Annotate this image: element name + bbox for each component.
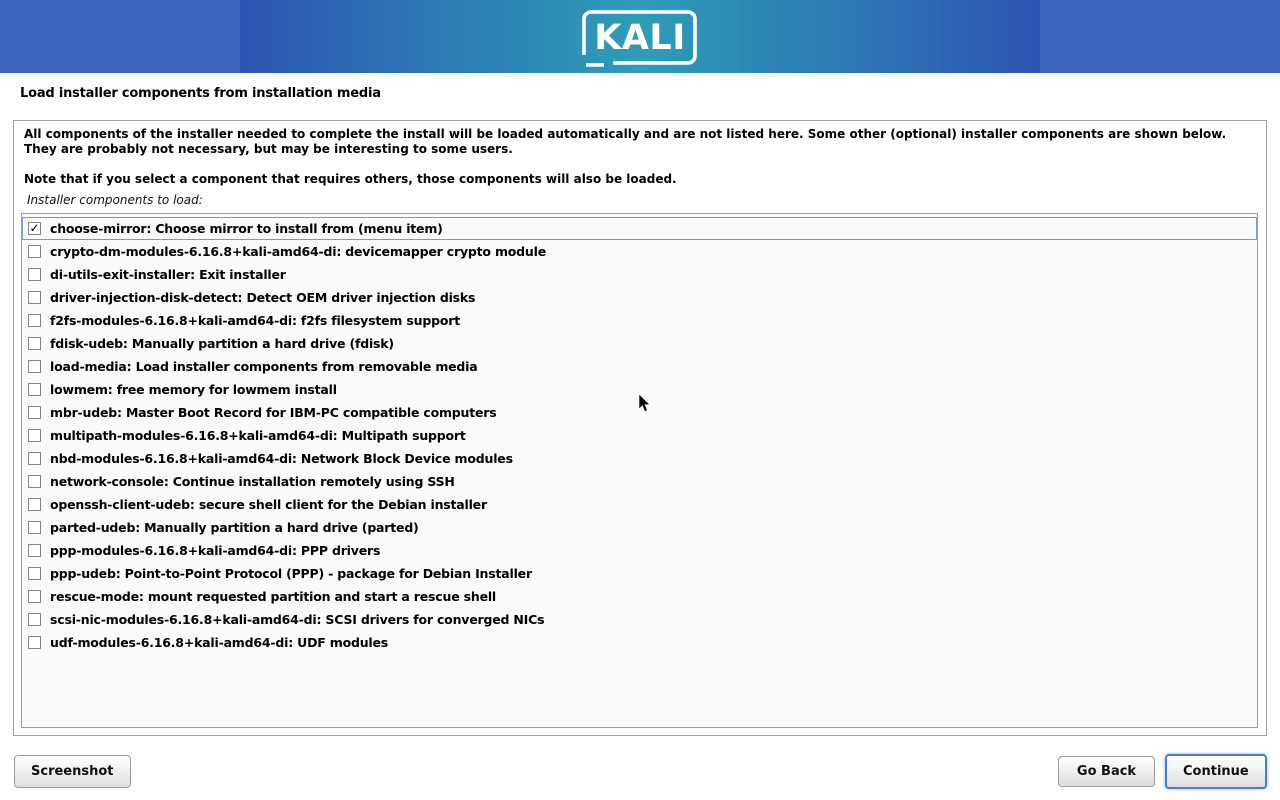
component-label: choose-mirror: Choose mirror to install from (menu item) — [50, 221, 443, 236]
page-title: Load installer components from installation media — [20, 86, 381, 101]
component-checkbox[interactable]: ✓ — [29, 221, 40, 235]
component-label: lowmem: free memory for lowmem install — [50, 382, 337, 397]
component-label: scsi-nic-modules-6.16.8+kali-amd64-di: SCSI drivers for converged NICs — [50, 612, 545, 627]
component-label: openssh-client-udeb: secure shell client for the Debian installer — [50, 497, 487, 512]
component-row[interactable] — [22, 447, 1257, 470]
component-checkbox[interactable] — [28, 636, 41, 649]
component-row[interactable] — [22, 516, 1257, 539]
component-checkbox[interactable] — [28, 452, 41, 465]
component-row[interactable] — [22, 378, 1257, 401]
component-row[interactable] — [22, 332, 1257, 355]
component-row[interactable] — [22, 608, 1257, 631]
component-row[interactable] — [22, 217, 1257, 240]
component-checkbox[interactable] — [28, 498, 41, 511]
component-row[interactable] — [22, 355, 1257, 378]
component-row[interactable] — [22, 470, 1257, 493]
kali-logo-text: KALI — [594, 17, 686, 58]
go-back-button[interactable]: Go Back — [1058, 756, 1155, 787]
component-label: multipath-modules-6.16.8+kali-amd64-di: Multipath support — [50, 428, 466, 443]
component-checkbox[interactable] — [28, 590, 41, 603]
component-label: fdisk-udeb: Manually partition a hard drive (fdisk) — [50, 336, 394, 351]
continue-button[interactable]: Continue — [1165, 754, 1267, 789]
component-label: ppp-udeb: Point-to-Point Protocol (PPP) - package for Debian Installer — [50, 566, 532, 581]
component-row[interactable] — [22, 424, 1257, 447]
component-checkbox[interactable] — [28, 613, 41, 626]
intro-line-2: They are probably not necessary, but may be interesting to some users. — [24, 142, 513, 156]
component-checkbox[interactable] — [28, 521, 41, 534]
component-label: parted-udeb: Manually partition a hard drive (parted) — [50, 520, 419, 535]
component-row[interactable] — [22, 631, 1257, 654]
component-label: rescue-mode: mount requested partition and start a rescue shell — [50, 589, 497, 604]
component-row[interactable] — [22, 493, 1257, 516]
note-text — [24, 172, 1256, 187]
component-checkbox[interactable] — [28, 475, 41, 488]
component-label: udf-modules-6.16.8+kali-amd64-di: UDF modules — [50, 635, 389, 650]
intro-line-1: All components of the installer needed to complete the install will be loaded automatically and are not listed here. Some other (optional) installer components are shown below. — [24, 127, 1227, 141]
component-row[interactable] — [22, 562, 1257, 585]
component-checkbox[interactable] — [28, 544, 41, 557]
component-checkbox[interactable] — [28, 406, 41, 419]
component-checkbox[interactable] — [28, 245, 41, 258]
content-box — [13, 120, 1267, 736]
component-row[interactable] — [22, 286, 1257, 309]
note-line: Note that if you select a component that requires others, those components will also be loaded. — [24, 172, 677, 186]
components-list — [21, 213, 1258, 728]
component-label: f2fs-modules-6.16.8+kali-amd64-di: f2fs filesystem support — [50, 313, 460, 328]
component-checkbox[interactable] — [28, 337, 41, 350]
component-checkbox[interactable] — [28, 268, 41, 281]
component-row[interactable] — [22, 585, 1257, 608]
component-checkbox[interactable] — [28, 567, 41, 580]
kali-logo — [582, 10, 698, 67]
component-checkbox[interactable] — [28, 291, 41, 304]
component-label: driver-injection-disk-detect: Detect OEM driver injection disks — [50, 290, 476, 305]
component-label: di-utils-exit-installer: Exit installer — [50, 267, 286, 282]
component-row[interactable] — [22, 401, 1257, 424]
component-checkbox[interactable] — [28, 314, 41, 327]
component-row[interactable] — [22, 539, 1257, 562]
component-label: load-media: Load installer components from removable media — [50, 359, 478, 374]
component-checkbox[interactable] — [28, 383, 41, 396]
component-label: ppp-modules-6.16.8+kali-amd64-di: PPP drivers — [50, 543, 381, 558]
component-row[interactable] — [22, 240, 1257, 263]
component-label: crypto-dm-modules-6.16.8+kali-amd64-di: devicemapper crypto module — [50, 244, 546, 259]
component-label: network-console: Continue installation remotely using SSH — [50, 474, 455, 489]
kali-banner — [0, 0, 1280, 73]
components-list-label: Installer components to load: — [27, 193, 203, 207]
component-row[interactable] — [22, 263, 1257, 286]
screenshot-button[interactable]: Screenshot — [14, 755, 131, 788]
component-checkbox[interactable] — [28, 429, 41, 442]
component-row[interactable] — [22, 309, 1257, 332]
intro-text — [24, 127, 1256, 157]
component-label: mbr-udeb: Master Boot Record for IBM-PC compatible computers — [50, 405, 497, 420]
component-checkbox[interactable] — [28, 360, 41, 373]
component-label: nbd-modules-6.16.8+kali-amd64-di: Network Block Device modules — [50, 451, 513, 466]
